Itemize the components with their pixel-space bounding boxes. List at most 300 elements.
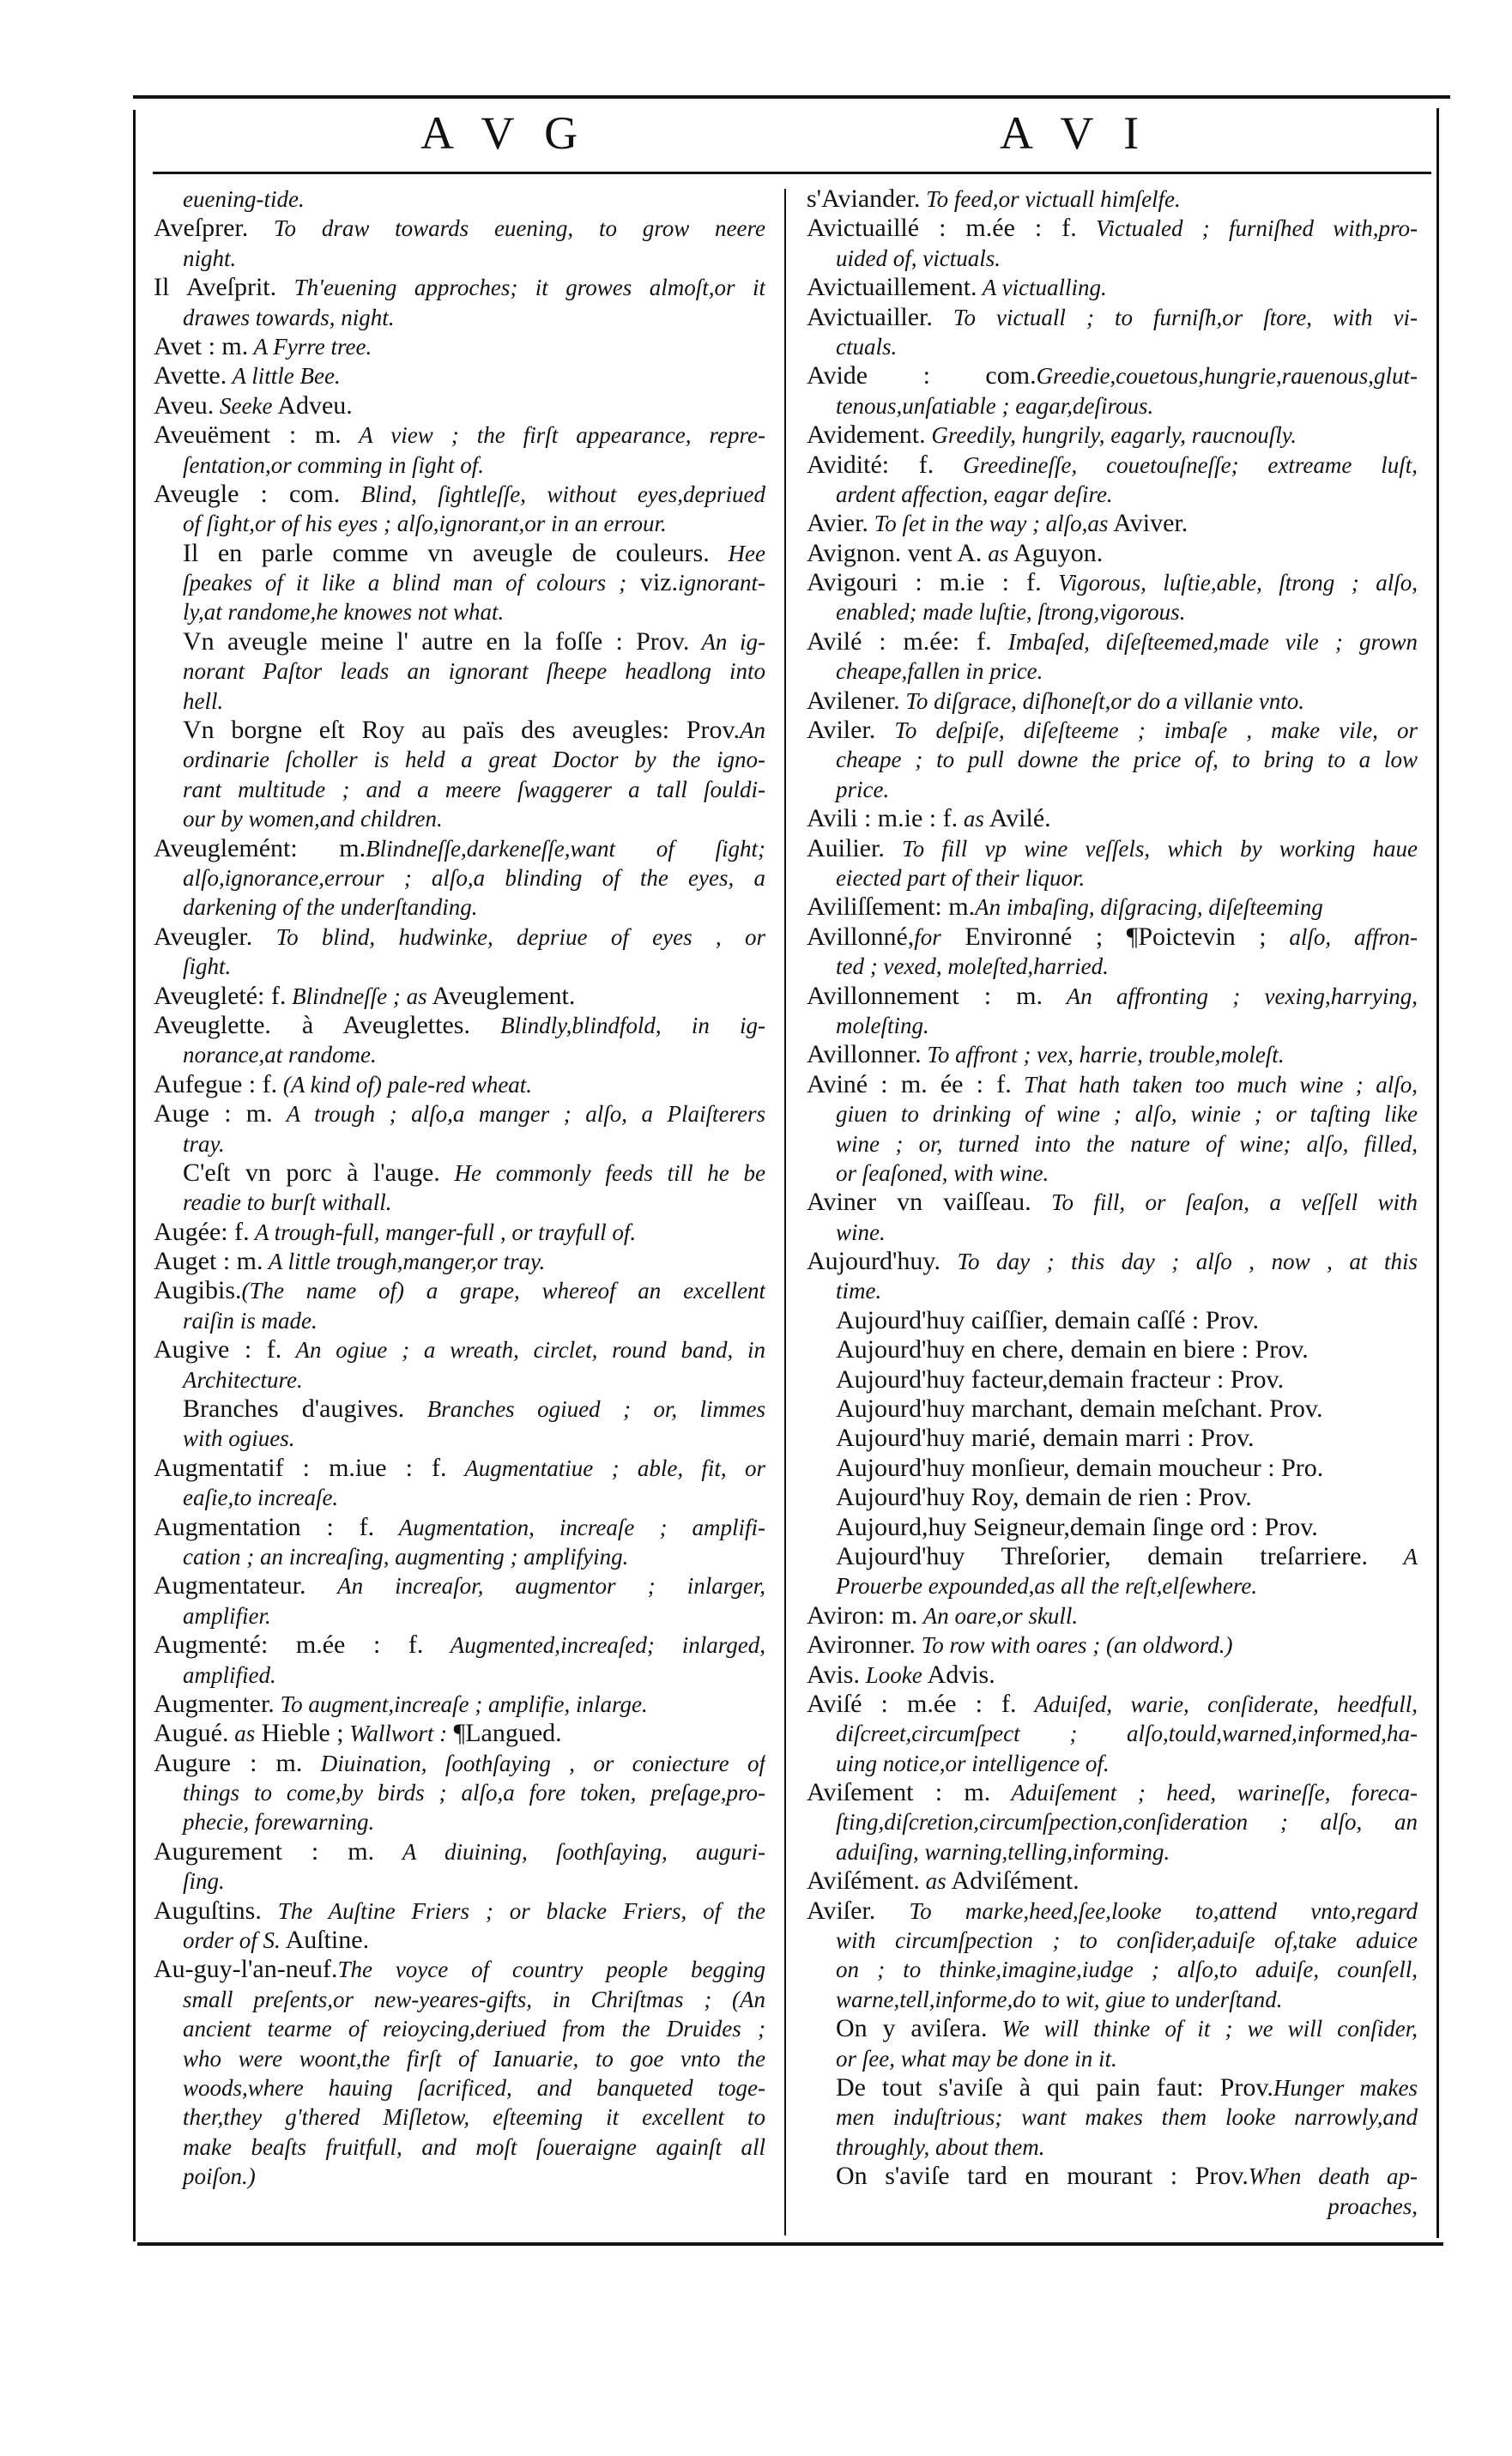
definition-text: Diuination, ſoothſaying , or coniecture of: [302, 1750, 765, 1776]
entry-first-line: [807, 2162, 1418, 2191]
headword: Aujourd'huy.: [807, 1247, 940, 1276]
running-head-left: A V G: [420, 107, 588, 159]
french-text: Aveuglement.: [426, 981, 576, 1010]
definition-text: readie to burſt withall.: [183, 1189, 392, 1216]
definition-text: amplified.: [183, 1661, 276, 1688]
entry-first-line: [154, 273, 765, 302]
sub-entry: [807, 2073, 1418, 2162]
dictionary-entry: [154, 1099, 765, 1158]
entry-continuation-line: [154, 687, 765, 716]
definition-text: wine.: [836, 1219, 886, 1245]
definition-text: To fill vp wine veſſels, which by working haue: [884, 835, 1418, 862]
french-text: Aviver.: [1108, 509, 1188, 538]
definition-text: our by women,and children.: [183, 806, 443, 832]
dictionary-entry: [154, 420, 765, 480]
entry-first-line: [807, 509, 1418, 538]
definition-text: Blindly,blindfold, in ig-: [469, 1012, 765, 1038]
entry-first-line: [807, 1513, 1418, 1542]
dictionary-entry: [807, 1778, 1418, 1866]
definition-text: Augmented,increaſed; inlarged,: [423, 1632, 765, 1659]
entry-continuation-line: [807, 1011, 1418, 1040]
entry-first-line: [807, 892, 1418, 922]
definition-text: An ogiue ; a wreath, circlet, round band, in: [281, 1337, 765, 1364]
headword: Avilé : m.ée: f.: [807, 626, 992, 656]
definition-text: euening-tide.: [183, 186, 305, 212]
definition-text: proaches,: [1328, 2193, 1418, 2219]
entry-first-line: [807, 716, 1418, 745]
entry-continuation-line: [154, 303, 765, 332]
definition-text: Greedie,couetous,hungrie,rauenous,glut-: [1036, 363, 1418, 390]
entry-first-line: [154, 627, 765, 656]
entry-continuation-line: [807, 1218, 1418, 1247]
entry-continuation-line: [807, 1926, 1418, 1955]
headword: Augure : m.: [154, 1748, 303, 1777]
definition-text: ſting,diſcretion,circumſpection,conſideration ; alſo, an: [836, 1809, 1418, 1836]
entry-continuation-line: [154, 892, 765, 922]
definition-text: He commonly feeds till he be: [439, 1159, 765, 1186]
definition-text: The Auſtine Friers ; or blacke Friers, of the: [261, 1897, 765, 1924]
entry-first-line: [807, 1690, 1418, 1719]
definition-text: tray.: [183, 1130, 225, 1157]
entry-first-line: [154, 1896, 765, 1926]
definition-text: (A kind of) pale-red wheat.: [277, 1071, 533, 1098]
sub-entry: [807, 2162, 1418, 2221]
entry-first-line: [154, 1749, 765, 1778]
dictionary-entry: [807, 361, 1418, 420]
dictionary-entry: [154, 1690, 765, 1719]
entry-first-line: [154, 420, 765, 450]
entry-continuation-line: [807, 863, 1418, 892]
headword: Avillonné,: [807, 922, 915, 951]
definition-text: Hee: [709, 540, 765, 566]
dictionary-entry: [807, 1188, 1418, 1247]
definition-text: poiſon.): [183, 2163, 256, 2190]
headword: Auguſtins.: [154, 1896, 262, 1925]
definition-text: enabled; made luſtie, ſtrong,vigorous.: [836, 599, 1186, 626]
headword: Avet : m.: [154, 331, 249, 360]
definition-text: Th'euening approches; it growes almoſt,or it: [276, 275, 765, 301]
phrase: Vn borgne eſt Roy au païs des aveugles: Prov.: [183, 716, 740, 745]
headword: Avictuailler.: [807, 302, 933, 331]
definition-text: The voyce of country people begging: [337, 1957, 765, 1983]
headword: Augive : f.: [154, 1335, 282, 1364]
definition-text: ſight.: [183, 953, 232, 980]
dictionary-entry: [154, 1454, 765, 1513]
sub-entry: [807, 1454, 1418, 1483]
entry-continuation-line: [807, 1276, 1418, 1305]
definition-text: A view ; the firſt appearance, repre-: [341, 422, 765, 449]
entry-continuation-line: [807, 1807, 1418, 1836]
sub-entry: [807, 2014, 1418, 2073]
headword: Aviſé : m.ée : f.: [807, 1689, 1017, 1718]
sub-entry: [807, 1483, 1418, 1512]
sub-entry: [807, 1365, 1418, 1394]
headword: Augué.: [154, 1719, 229, 1748]
definition-text: To marke,heed,ſee,looke to,attend vnto,regard: [875, 1897, 1418, 1924]
sub-entry: [154, 716, 765, 834]
entry-first-line: [154, 716, 765, 745]
entry-continuation-line: [154, 2162, 765, 2191]
definition-text: To deſpiſe, diſeſteeme ; imbaſe , make vile, or: [875, 717, 1418, 744]
definition-text: small preſents,or new-yeares-gifts, in Chriſtmas ; (An: [183, 1986, 765, 2012]
entry-continuation-line: [154, 1601, 765, 1630]
entry-first-line: [154, 1513, 765, 1542]
headword: Au-guy-l'an-neuf.: [154, 1955, 338, 1984]
entry-first-line: [807, 1365, 1418, 1394]
headword: Augmentateur.: [154, 1571, 306, 1600]
phrase: Vn aveugle meine l' autre en la foſſe : Prov.: [183, 626, 690, 656]
entry-first-line: [807, 1483, 1418, 1512]
headword: Avette.: [154, 361, 227, 390]
phrase: Aujourd'huy monſieur, demain moucheur : Pro.: [836, 1453, 1324, 1482]
dictionary-entry: [807, 1040, 1418, 1069]
headword: Augurement : m.: [154, 1836, 375, 1866]
definition-text: A victualling.: [977, 275, 1107, 301]
right-border: [1436, 108, 1439, 2238]
dictionary-entry: [807, 1866, 1418, 1896]
entry-first-line: [154, 1571, 765, 1600]
definition-text: alſo,ignorance,errour ; alſo,a blinding of the eyes, a: [183, 864, 765, 891]
definition-text: To feed,or victuall himſelfe.: [920, 186, 1181, 212]
entry-continuation-line: [807, 480, 1418, 509]
entry-first-line: [807, 185, 1418, 214]
phrase: Aujourd'huy marié, demain marri : Prov.: [836, 1424, 1255, 1453]
definition-text: drawes towards, night.: [183, 304, 395, 330]
dictionary-entry: [807, 627, 1418, 687]
definition-text: as: [982, 540, 1009, 566]
french-text: ¶Langued.: [447, 1719, 562, 1748]
column-divider: [784, 189, 786, 2235]
entry-first-line: [154, 1837, 765, 1866]
sub-entry: [154, 1394, 765, 1454]
entry-first-line: [154, 1218, 765, 1247]
definition-text: moleſting.: [836, 1012, 929, 1038]
headword: Auilier.: [807, 833, 885, 862]
headword: Aviſement : m.: [807, 1778, 991, 1807]
definition-text: aduiſing, warning,telling,informing.: [836, 1838, 1170, 1865]
entry-first-line: [807, 451, 1418, 480]
entry-continuation-line: [807, 1985, 1418, 2014]
dictionary-entry: [154, 1218, 765, 1247]
entry-first-line: [154, 923, 765, 952]
sub-entry: [807, 1424, 1418, 1453]
definition-text: Hunger makes: [1273, 2075, 1418, 2101]
dictionary-entry: [807, 1601, 1418, 1630]
entry-continuation-line: [807, 952, 1418, 981]
entry-continuation-line: [154, 1807, 765, 1836]
phrase: On s'aviſe tard en mourant : Prov.: [836, 2162, 1249, 2191]
definition-text: darkening of the underſtanding.: [183, 894, 478, 921]
dictionary-entry: [807, 273, 1418, 302]
definition-text: phecie, forewarning.: [183, 1809, 375, 1836]
entry-continuation-line: [807, 1955, 1418, 1984]
entry-first-line: [807, 1778, 1418, 1807]
entry-first-line: [807, 1542, 1418, 1571]
entry-first-line: [807, 273, 1418, 302]
definition-text: as: [228, 1721, 256, 1747]
definition-text: wine ; or, turned into the nature of wine; alſo, filled,: [836, 1130, 1418, 1157]
definition-text: men induſtrious; want makes them looke narrowly,and: [836, 2104, 1418, 2131]
entry-first-line: [807, 1661, 1418, 1690]
sub-entry: [807, 1513, 1418, 1542]
entry-first-line: [154, 539, 765, 568]
dictionary-entry: [154, 834, 765, 923]
definition-text: To row with oares ; (an oldword.): [915, 1632, 1233, 1659]
headword: Augée: f.: [154, 1217, 250, 1246]
entry-first-line: [807, 2073, 1418, 2102]
definition-text: rant multitude ; and a meere ſwaggerer a tall ſouldi-: [183, 776, 765, 802]
definition-text: To fill, or ſeaſon, a veſſell with: [1031, 1189, 1418, 1216]
definition-text: woods,where hauing ſacrificed, and banqueted toge-: [183, 2075, 765, 2101]
dictionary-entry: [154, 185, 765, 214]
headword: Aveu.: [154, 390, 215, 420]
entry-first-line: [154, 1276, 765, 1305]
dictionary-entry: [807, 568, 1418, 627]
dictionary-entry: [154, 1070, 765, 1099]
headword: Avictuaillé : m.ée : f.: [807, 214, 1077, 243]
definition-text: eaſie,to increaſe.: [183, 1485, 339, 1511]
entry-first-line: [807, 1424, 1418, 1453]
dictionary-entry: [807, 716, 1418, 804]
dictionary-entry: [154, 1837, 765, 1896]
headword: Avili : m.ie : f.: [807, 804, 959, 833]
entry-continuation-line: [807, 597, 1418, 626]
entry-continuation-line: [807, 2132, 1418, 2162]
headword: Aveuëment : m.: [154, 420, 342, 450]
entry-continuation-line: [154, 1542, 765, 1571]
dictionary-entry: [154, 361, 765, 390]
definition-text: norance,at randome.: [183, 1042, 377, 1068]
definition-text: things to come,by birds ; alſo,a fore token, preſage,pro-: [183, 1780, 765, 1806]
entry-continuation-line: [154, 1866, 765, 1896]
dictionary-entry: [807, 687, 1418, 716]
entry-first-line: [807, 982, 1418, 1011]
definition-text: ther,they g'thered Miſletow, eſteeming it excellent to: [183, 2104, 765, 2131]
definition-text: hell.: [183, 687, 224, 714]
dictionary-entry: [154, 1749, 765, 1837]
dictionary-entry: [807, 982, 1418, 1041]
definition-text: ordinarie ſcholler is held a great Doctor by the igno-: [183, 747, 765, 773]
dictionary-entry: [807, 185, 1418, 214]
definition-text: night.: [183, 245, 237, 271]
entry-continuation-line: [154, 1365, 765, 1394]
entry-continuation-line: [154, 1778, 765, 1807]
entry-first-line: [154, 185, 765, 214]
entry-first-line: [154, 1690, 765, 1719]
entry-first-line: [807, 420, 1418, 450]
definition-text: who were woont,the firſt of Ianuarie, to goe vnto the: [183, 2045, 765, 2072]
entry-first-line: [807, 1040, 1418, 1069]
headword: Aveſprer.: [154, 214, 249, 243]
entry-first-line: [154, 391, 765, 420]
headword: Avironner.: [807, 1630, 916, 1660]
entry-first-line: [807, 1630, 1418, 1660]
phrase: Branches d'augives.: [183, 1394, 405, 1424]
definition-text: To ſet in the way ; alſo,as: [868, 511, 1109, 537]
definition-text: A diuining, ſoothſaying, auguri-: [374, 1838, 765, 1865]
dictionary-entry: [807, 892, 1418, 922]
definition-text: time.: [836, 1278, 882, 1304]
entry-continuation-line: [154, 775, 765, 804]
dictionary-entry: [807, 303, 1418, 362]
entry-first-line: [154, 480, 765, 509]
dictionary-entry: [154, 1955, 765, 2191]
headword: Aviné : m. ée : f.: [807, 1069, 1012, 1098]
headword: Aveuglette. à Aveuglettes.: [154, 1010, 470, 1039]
definition-text: Imbaſed, diſeſteemed,made vile ; grown: [991, 628, 1418, 655]
dictionary-entry: [154, 1571, 765, 1630]
entry-first-line: [807, 834, 1418, 863]
definition-text: or ſee, what may be done in it.: [836, 2045, 1117, 2072]
definition-text: A trough-full, manger-full , or trayfull of.: [249, 1219, 637, 1245]
french-text: Environné ; ¶Poictevin ;: [940, 922, 1267, 951]
definition-text: cation ; an increaſing, augmenting ; amplifying.: [183, 1543, 629, 1570]
dictionary-entry: [807, 1690, 1418, 1778]
entry-first-line: [807, 568, 1418, 597]
definition-text: of ſight,or of his eyes ; alſo,ignorant,or in an errour.: [183, 511, 667, 537]
entry-continuation-line: [154, 1424, 765, 1453]
entry-first-line: [807, 2014, 1418, 2043]
headword: Aveugleté: f.: [154, 981, 287, 1010]
headword: Avigouri : m.ie : f.: [807, 568, 1042, 597]
definition-text: Augmentatiue ; able, fit, or: [446, 1455, 765, 1481]
headword: Aveuglemént: m.: [154, 833, 366, 862]
headword: Augmenté: m.ée : f.: [154, 1630, 424, 1660]
headword: Auge : m.: [154, 1099, 273, 1128]
headword: Avis.: [807, 1660, 860, 1689]
definition-text: giuen to drinking of wine ; alſo, winie ; or taſting like: [836, 1101, 1418, 1128]
entry-first-line: [807, 1896, 1418, 1926]
entry-continuation-line: [807, 1099, 1418, 1128]
definition-text: Prouerbe expounded,as all the reſt,elſewhere.: [836, 1573, 1258, 1600]
headword: Aviſément.: [807, 1866, 920, 1896]
dictionary-entry: [154, 214, 765, 273]
headword: Aviner vn vaiſſeau.: [807, 1188, 1031, 1217]
dictionary-entry: [154, 1719, 765, 1748]
definition-text: uing notice,or intelligence of.: [836, 1750, 1110, 1776]
entry-first-line: [807, 1601, 1418, 1630]
bottom-rule: [137, 2242, 1443, 2246]
phrase: Aujourd'huy caiſſier, demain caſſé : Prov.: [836, 1305, 1259, 1334]
definition-text: An imbaſing, diſgracing, diſeſteeming: [975, 894, 1323, 921]
definition-text: Greedineſſe, couetouſneſſe; extreame luſt,: [934, 451, 1418, 478]
entry-continuation-line: [154, 1483, 765, 1512]
headword: Aufegue : f.: [154, 1069, 278, 1098]
definition-text: To day ; this day ; alſo , now , at this: [940, 1249, 1418, 1275]
definition-text: Blindneſſe ; as: [286, 983, 427, 1009]
headword: Augmenter.: [154, 1689, 275, 1718]
definition-text: price.: [836, 776, 890, 802]
entry-first-line: [154, 1158, 765, 1188]
running-head-right: A V I: [1000, 107, 1149, 159]
entry-continuation-line: [807, 1749, 1418, 1778]
definition-text: A little Bee.: [227, 363, 341, 390]
entry-continuation-line: [807, 391, 1418, 420]
entry-first-line: [807, 214, 1418, 243]
entry-continuation-line: [154, 1661, 765, 1690]
entry-first-line: [154, 982, 765, 1011]
top-rule: [133, 95, 1450, 99]
dictionary-entry: [807, 1070, 1418, 1189]
entry-continuation-line: [807, 2102, 1418, 2132]
entry-continuation-line: [154, 1985, 765, 2014]
definition-text: or ſeaſoned, with wine.: [836, 1159, 1049, 1186]
definition-text: Seeke: [214, 392, 273, 419]
entry-continuation-line: [154, 863, 765, 892]
definition-text: An increaſor, augmentor ; inlarger,: [305, 1573, 765, 1600]
phrase: On y aviſera.: [836, 2014, 988, 2043]
entry-first-line: [154, 1955, 765, 1984]
dictionary-entry: [154, 1276, 765, 1335]
entry-first-line: [807, 627, 1418, 656]
entry-continuation-line: [807, 2044, 1418, 2073]
dictionary-entry: [154, 1513, 765, 1572]
entry-continuation-line: [807, 1837, 1418, 1866]
definition-text: A Fyrre tree.: [248, 333, 372, 360]
entry-first-line: [807, 1188, 1418, 1217]
dictionary-entry: [154, 391, 765, 420]
definition-text: Looke: [859, 1661, 922, 1688]
definition-text: as: [958, 806, 984, 832]
entry-continuation-line: [154, 2044, 765, 2073]
entry-first-line: [807, 804, 1418, 833]
entry-continuation-line: [807, 775, 1418, 804]
entry-continuation-line: [154, 2102, 765, 2132]
definition-text: A little trough,manger,or tray.: [263, 1249, 546, 1275]
entry-continuation-line: [807, 656, 1418, 686]
headword: Avidité: f.: [807, 450, 934, 479]
phrase: Aujourd'huy Roy, demain de rien : Prov.: [836, 1483, 1252, 1512]
phrase: Aujourd,huy Seigneur,demain ſinge ord : Prov.: [836, 1512, 1318, 1541]
french-text: Avilé.: [983, 804, 1051, 833]
phrase: Aujourd'huy en chere, demain en biere : Prov.: [836, 1335, 1309, 1364]
entry-first-line: [154, 1247, 765, 1276]
definition-text: Vigorous, luſtie,able, ſtrong ; alſo,: [1041, 570, 1418, 596]
definition-text: A: [1368, 1543, 1418, 1570]
headword: Aveugler.: [154, 922, 253, 951]
entry-continuation-line: [807, 244, 1418, 273]
entry-continuation-line: [154, 1926, 765, 1955]
entry-first-line: [807, 1394, 1418, 1424]
dictionary-entry: [807, 804, 1418, 833]
dictionary-entry: [154, 480, 765, 539]
headword: Avignon. vent A.: [807, 538, 983, 567]
entry-continuation-line: [807, 1571, 1418, 1600]
definition-text: ignorant-: [677, 570, 765, 596]
definition-text: We will thinke of it ; we will conſider,: [987, 2016, 1418, 2042]
definition-text: uided of, victuals.: [836, 245, 1001, 271]
dictionary-entry: [154, 1335, 765, 1394]
entry-first-line: [154, 214, 765, 243]
entry-continuation-line: [154, 952, 765, 981]
entry-continuation-line: [154, 1040, 765, 1069]
entry-continuation-line: [154, 244, 765, 273]
entry-first-line: [807, 1247, 1418, 1276]
definition-text: ſing.: [183, 1868, 225, 1895]
headword: Augmentatif : m.iue : f.: [154, 1453, 447, 1482]
dictionary-entry: [807, 1896, 1418, 2015]
headword: Avillonnement : m.: [807, 981, 1043, 1010]
phrase: De tout s'aviſe à qui pain faut: Prov.: [836, 2073, 1273, 2102]
phrase: Aujourd'huy facteur,demain fracteur : Prov.: [836, 1364, 1285, 1394]
entry-continuation-line: [807, 1158, 1418, 1188]
definition-text: That hath taken too much wine ; alſo,: [1011, 1071, 1418, 1098]
entry-continuation-line: [154, 568, 765, 597]
definition-text: To blind, hudwinke, depriue of eyes , or: [252, 923, 765, 950]
entry-first-line: [154, 1335, 765, 1364]
headword: Avilener.: [807, 686, 900, 715]
definition-text: eiected part of their liquor.: [836, 864, 1086, 891]
